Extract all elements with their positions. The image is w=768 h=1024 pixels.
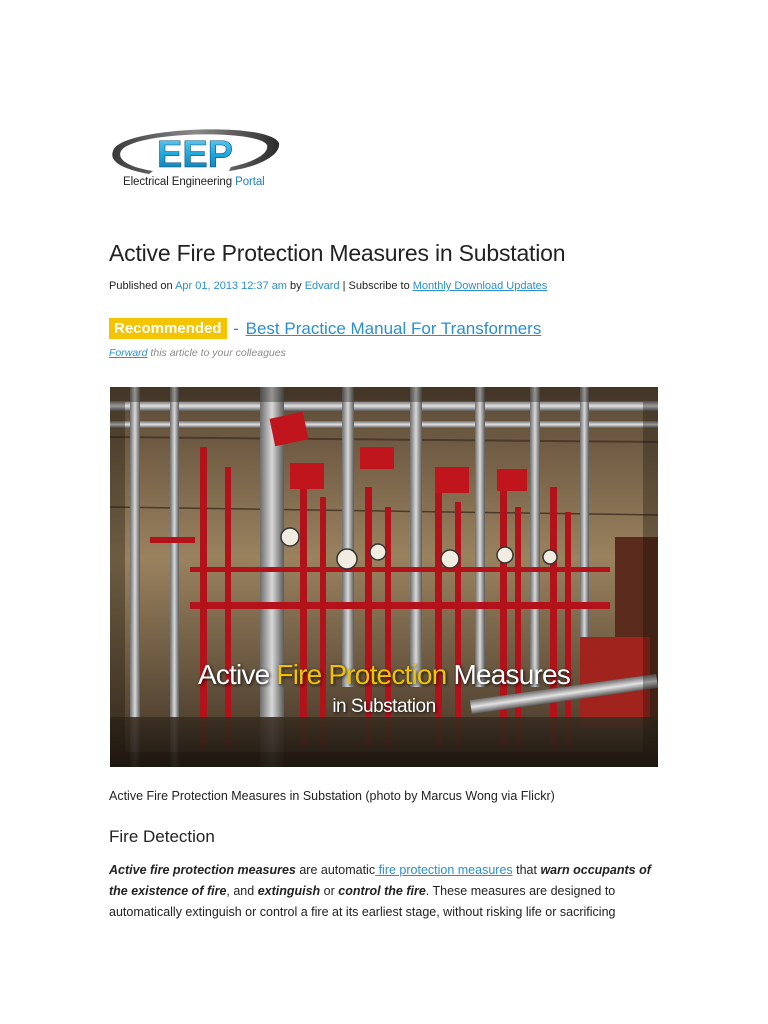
hero-title: Active Fire Protection Measures bbox=[197, 659, 571, 690]
article-title: Active Fire Protection Measures in Substation bbox=[109, 240, 566, 266]
hero-image bbox=[110, 387, 658, 767]
body-paragraph: Active fire protection measures are automatic fire protection measures that warn occupants of the existence of fire, and extinguish or control the fire. These measures are designed to automatically extinguish or control a fire at its earliest stage, without risking life or sacrificing bbox=[109, 863, 651, 919]
section-heading: Fire Detection bbox=[109, 827, 215, 846]
fire-protection-link[interactable]: fire protection measures bbox=[375, 863, 513, 877]
article-meta: Published on Apr 01, 2013 12:37 am by Edvard | Subscribe to Monthly Download Updates bbox=[109, 280, 548, 292]
publish-date[interactable]: Apr 01, 2013 12:37 am bbox=[175, 280, 287, 292]
recommended-badge: Recommended bbox=[109, 318, 227, 339]
author-link[interactable]: Edvard bbox=[304, 280, 340, 292]
hero-subtitle: in Substation bbox=[332, 696, 436, 717]
published-label: Published on bbox=[109, 280, 176, 292]
forward-row: Forward this article to your colleagues bbox=[109, 347, 286, 359]
logo-letters: EEP bbox=[156, 134, 234, 176]
recommended-row: Recommended - Best Practice Manual For Transformers bbox=[109, 318, 541, 342]
logo-tagline: Electrical Engineering Portal bbox=[123, 176, 265, 188]
recommended-link[interactable]: Best Practice Manual For Transformers bbox=[245, 319, 542, 338]
image-caption: Active Fire Protection Measures in Substation (photo by Marcus Wong via Flickr) bbox=[109, 789, 555, 803]
forward-link[interactable]: Forward bbox=[109, 347, 148, 359]
subscribe-link[interactable]: Monthly Download Updates bbox=[412, 280, 548, 292]
